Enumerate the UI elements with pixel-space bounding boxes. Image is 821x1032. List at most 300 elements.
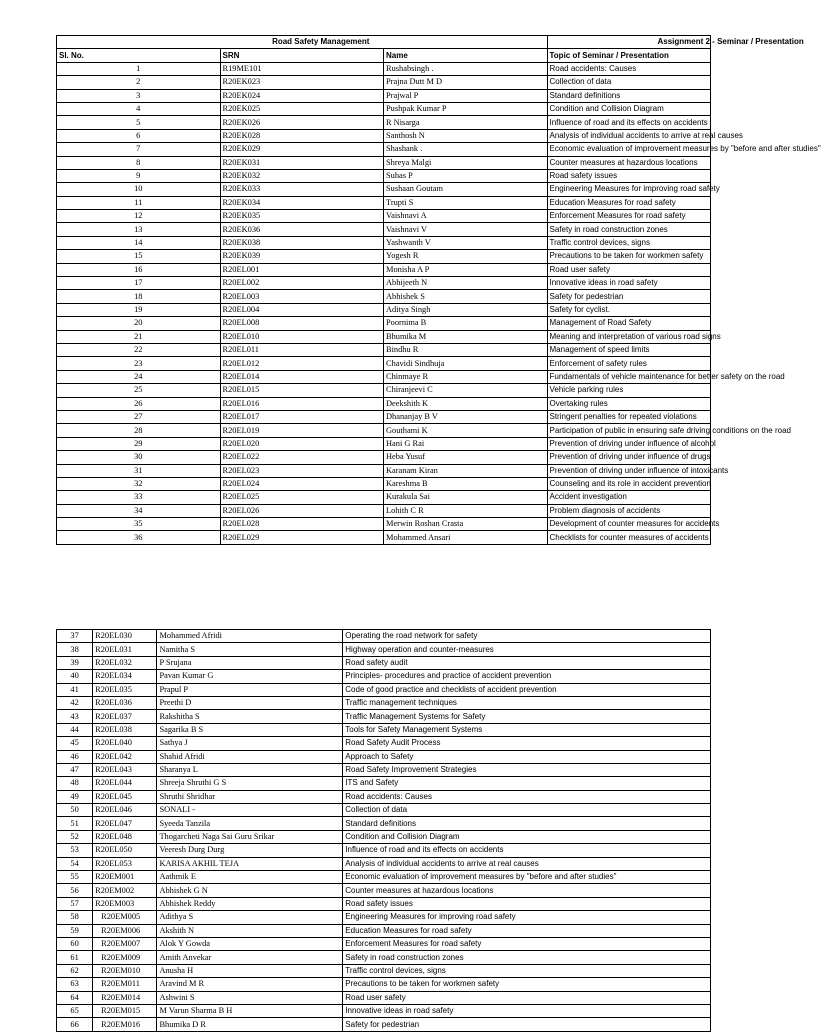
- topic-cell: Overtaking rules: [547, 397, 711, 410]
- srn-cell: R20EL011: [220, 343, 384, 356]
- topic-cell: Prevention of driving under influence of intoxicants: [547, 464, 711, 477]
- srn-cell: R20EL036: [93, 696, 157, 709]
- srn-cell: R20EL024: [220, 477, 384, 490]
- topic-cell: Road Safety Improvement Strategies: [343, 763, 711, 776]
- name-cell: Aditya Singh: [384, 303, 548, 316]
- name-cell: Vaishnavi V: [384, 223, 548, 236]
- table-row: [57, 129, 711, 142]
- sl-no-cell: 65: [57, 1004, 93, 1017]
- srn-cell: R20EL003: [220, 290, 384, 303]
- srn-cell: R20EL043: [93, 763, 157, 776]
- name-cell: Preethi D: [157, 696, 343, 709]
- name-cell: Kurakula Sai: [384, 491, 548, 504]
- topic-cell: Stringent penalties for repeated violations: [547, 410, 711, 423]
- name-cell: Deekshith K: [384, 397, 548, 410]
- name-cell: Sathya J: [157, 737, 343, 750]
- assignment-title: Assignment 2 - Seminar / Presentation: [547, 36, 711, 49]
- name-cell: Monisha A P: [384, 263, 548, 276]
- topic-cell: Education Measures for road safety: [343, 924, 711, 937]
- topic-cell: Road user safety: [343, 991, 711, 1004]
- srn-cell: R20EL044: [93, 777, 157, 790]
- sl-no-cell: 11: [57, 196, 221, 209]
- name-cell: Aathmik E: [157, 871, 343, 884]
- table-row: [57, 763, 711, 776]
- table-row: [57, 857, 711, 870]
- name-cell: P Srujana: [157, 656, 343, 669]
- srn-cell: R20EL026: [220, 504, 384, 517]
- name-cell: Shreya Malgi: [384, 156, 548, 169]
- sl-no-cell: 43: [57, 710, 93, 723]
- table-row: [57, 410, 711, 423]
- topic-cell: Enforcement of safety rules: [547, 357, 711, 370]
- sl-no-cell: 19: [57, 303, 221, 316]
- srn-cell: R20EL025: [220, 491, 384, 504]
- name-cell: Chavidi Sindhuja: [384, 357, 548, 370]
- topic-cell: Principles- procedures and practice of accident prevention: [343, 670, 711, 683]
- col-header-slno: Sl. No.: [57, 49, 221, 62]
- topic-cell: Road user safety: [547, 263, 711, 276]
- col-header-srn: SRN: [220, 49, 384, 62]
- name-cell: Merwin Roshan Crasta: [384, 518, 548, 531]
- topic-cell: Participation of public in ensuring safe driving conditions on the road: [547, 424, 711, 437]
- topic-cell: Precautions to be taken for workmen safety: [547, 250, 711, 263]
- srn-cell: R20EK035: [220, 210, 384, 223]
- srn-cell: R20EL028: [220, 518, 384, 531]
- topic-cell: Engineering Measures for improving road safety: [343, 911, 711, 924]
- topic-cell: Accident investigation: [547, 491, 711, 504]
- topic-cell: Traffic control devices, signs: [547, 236, 711, 249]
- table-row: [57, 236, 711, 249]
- srn-cell: R19ME101: [220, 62, 384, 75]
- table-row: [57, 437, 711, 450]
- sl-no-cell: 13: [57, 223, 221, 236]
- srn-cell: R20EM015: [93, 1004, 157, 1017]
- table-row: [57, 102, 711, 115]
- name-cell: Sagarika B S: [157, 723, 343, 736]
- table-row: [57, 156, 711, 169]
- srn-cell: R20EL012: [220, 357, 384, 370]
- sl-no-cell: 31: [57, 464, 221, 477]
- sl-no-cell: 12: [57, 210, 221, 223]
- topic-cell: Economic evaluation of improvement measures by "before and after studies": [343, 871, 711, 884]
- table-row: [57, 884, 711, 897]
- table-row: [57, 303, 711, 316]
- srn-cell: R20EM010: [93, 964, 157, 977]
- name-cell: Hani G Rai: [384, 437, 548, 450]
- srn-cell: R20EK028: [220, 129, 384, 142]
- topic-cell: Analysis of individual accidents to arrive at real causes: [547, 129, 711, 142]
- table-row: [57, 357, 711, 370]
- name-cell: Yashwanth V: [384, 236, 548, 249]
- table-row: [57, 518, 711, 531]
- srn-cell: R20EL015: [220, 384, 384, 397]
- sl-no-cell: 60: [57, 937, 93, 950]
- topic-cell: Prevention of driving under influence of alcohol: [547, 437, 711, 450]
- table-row: [57, 183, 711, 196]
- srn-cell: R20EL014: [220, 370, 384, 383]
- srn-cell: R20EM006: [93, 924, 157, 937]
- name-cell: Karanam Kiran: [384, 464, 548, 477]
- name-cell: Veeresh Durg Durg: [157, 844, 343, 857]
- table-row: [57, 804, 711, 817]
- sl-no-cell: 36: [57, 531, 221, 544]
- sl-no-cell: 57: [57, 897, 93, 910]
- name-cell: Yogesh R: [384, 250, 548, 263]
- topic-cell: Fundamentals of vehicle maintenance for better safety on the road: [547, 370, 711, 383]
- sl-no-cell: 8: [57, 156, 221, 169]
- sl-no-cell: 56: [57, 884, 93, 897]
- sl-no-cell: 16: [57, 263, 221, 276]
- table-row: [57, 683, 711, 696]
- table-row: [57, 777, 711, 790]
- sl-no-cell: 25: [57, 384, 221, 397]
- srn-cell: R20EL040: [93, 737, 157, 750]
- table-row: [57, 290, 711, 303]
- srn-cell: R20EL010: [220, 330, 384, 343]
- table-row: [57, 750, 711, 763]
- srn-cell: R20EL004: [220, 303, 384, 316]
- sl-no-cell: 41: [57, 683, 93, 696]
- srn-cell: R20EK038: [220, 236, 384, 249]
- table-row: [57, 670, 711, 683]
- sl-no-cell: 23: [57, 357, 221, 370]
- name-cell: Prajwal P: [384, 89, 548, 102]
- sl-no-cell: 27: [57, 410, 221, 423]
- name-cell: Heba Yusuf: [384, 451, 548, 464]
- table-row: [57, 924, 711, 937]
- name-cell: Akshith N: [157, 924, 343, 937]
- name-cell: Dhananjay B V: [384, 410, 548, 423]
- sl-no-cell: 20: [57, 317, 221, 330]
- name-cell: R Nisarga: [384, 116, 548, 129]
- table-row: [57, 937, 711, 950]
- topic-cell: Condition and Collision Diagram: [547, 102, 711, 115]
- sl-no-cell: 47: [57, 763, 93, 776]
- table-row: [57, 62, 711, 75]
- topic-cell: Precautions to be taken for workmen safety: [343, 978, 711, 991]
- name-cell: Chinmaye R: [384, 370, 548, 383]
- sl-no-cell: 10: [57, 183, 221, 196]
- topic-cell: Road safety issues: [343, 897, 711, 910]
- sl-no-cell: 21: [57, 330, 221, 343]
- sl-no-cell: 38: [57, 643, 93, 656]
- sl-no-cell: 33: [57, 491, 221, 504]
- topic-cell: Innovative ideas in road safety: [343, 1004, 711, 1017]
- sl-no-cell: 63: [57, 978, 93, 991]
- sl-no-cell: 26: [57, 397, 221, 410]
- sl-no-cell: 66: [57, 1018, 93, 1031]
- topic-cell: Operating the road network for safety: [343, 630, 711, 643]
- srn-cell: R20EL032: [93, 656, 157, 669]
- table-row: [57, 397, 711, 410]
- table-row: [57, 223, 711, 236]
- sl-no-cell: 39: [57, 656, 93, 669]
- sl-no-cell: 37: [57, 630, 93, 643]
- topic-cell: Influence of road and its effects on accidents: [547, 116, 711, 129]
- sl-no-cell: 48: [57, 777, 93, 790]
- sheet-page-2: [56, 629, 711, 1032]
- sl-no-cell: 30: [57, 451, 221, 464]
- name-cell: Shreeja Shruthi G S: [157, 777, 343, 790]
- topic-cell: Condition and Collision Diagram: [343, 830, 711, 843]
- topic-cell: Management of Road Safety: [547, 317, 711, 330]
- table-row: [57, 210, 711, 223]
- sl-no-cell: 46: [57, 750, 93, 763]
- table-row: [57, 830, 711, 843]
- topic-cell: Prevention of driving under influence of drugs: [547, 451, 711, 464]
- name-cell: Shahid Afridi: [157, 750, 343, 763]
- sl-no-cell: 4: [57, 102, 221, 115]
- srn-cell: R20EL047: [93, 817, 157, 830]
- table-row: [57, 737, 711, 750]
- topic-cell: Road safety issues: [547, 169, 711, 182]
- name-cell: Pavan Kumar G: [157, 670, 343, 683]
- sl-no-cell: 22: [57, 343, 221, 356]
- srn-cell: R20EL053: [93, 857, 157, 870]
- srn-cell: R20EK026: [220, 116, 384, 129]
- topic-cell: Meaning and interpretation of various road signs: [547, 330, 711, 343]
- sl-no-cell: 58: [57, 911, 93, 924]
- sl-no-cell: 44: [57, 723, 93, 736]
- name-cell: Anusha H: [157, 964, 343, 977]
- column-header-row: [57, 49, 711, 62]
- sl-no-cell: 28: [57, 424, 221, 437]
- topic-cell: Innovative ideas in road safety: [547, 277, 711, 290]
- table-row: [57, 897, 711, 910]
- name-cell: Abhishek G N: [157, 884, 343, 897]
- table-row: [57, 477, 711, 490]
- srn-cell: R20EK033: [220, 183, 384, 196]
- table-row: [57, 330, 711, 343]
- sl-no-cell: 53: [57, 844, 93, 857]
- name-cell: Syeeda Tanzila: [157, 817, 343, 830]
- student-table-2: [56, 629, 711, 1032]
- table-row: [57, 370, 711, 383]
- name-cell: Ashwini S: [157, 991, 343, 1004]
- topic-cell: Collection of data: [343, 804, 711, 817]
- sl-no-cell: 3: [57, 89, 221, 102]
- srn-cell: R20EK023: [220, 76, 384, 89]
- topic-cell: Safety for cyclist.: [547, 303, 711, 316]
- name-cell: Aravind M R: [157, 978, 343, 991]
- table-row: [57, 710, 711, 723]
- table-row: [57, 76, 711, 89]
- table-row: [57, 384, 711, 397]
- sl-no-cell: 9: [57, 169, 221, 182]
- table-row: [57, 169, 711, 182]
- name-cell: Shashank .: [384, 143, 548, 156]
- table-row: [57, 424, 711, 437]
- topic-cell: Influence of road and its effects on accidents: [343, 844, 711, 857]
- topic-cell: Road accidents: Causes: [547, 62, 711, 75]
- sl-no-cell: 18: [57, 290, 221, 303]
- course-title: Road Safety Management: [57, 36, 548, 49]
- table-row: [57, 1004, 711, 1017]
- name-cell: Abhishek S: [384, 290, 548, 303]
- sl-no-cell: 5: [57, 116, 221, 129]
- topic-cell: Road Safety Audit Process: [343, 737, 711, 750]
- name-cell: Shruthi Shridhar: [157, 790, 343, 803]
- sl-no-cell: 1: [57, 62, 221, 75]
- table-row: [57, 871, 711, 884]
- srn-cell: R20EK032: [220, 169, 384, 182]
- srn-cell: R20EL030: [93, 630, 157, 643]
- srn-cell: R20EK031: [220, 156, 384, 169]
- srn-cell: R20EL017: [220, 410, 384, 423]
- table-row: [57, 643, 711, 656]
- srn-cell: R20EM003: [93, 897, 157, 910]
- topic-cell: Counter measures at hazardous locations: [343, 884, 711, 897]
- sl-no-cell: 50: [57, 804, 93, 817]
- sl-no-cell: 40: [57, 670, 93, 683]
- name-cell: KARISA AKHIL TEJA: [157, 857, 343, 870]
- table-row: [57, 143, 711, 156]
- srn-cell: R20EL046: [93, 804, 157, 817]
- table-row: [57, 196, 711, 209]
- sl-no-cell: 24: [57, 370, 221, 383]
- table-row: [57, 317, 711, 330]
- topic-cell: Approach to Safety: [343, 750, 711, 763]
- srn-cell: R20EL037: [93, 710, 157, 723]
- name-cell: M Varun Sharma B H: [157, 1004, 343, 1017]
- table-row: [57, 656, 711, 669]
- name-cell: SONALI -: [157, 804, 343, 817]
- srn-cell: R20EL020: [220, 437, 384, 450]
- topic-cell: Vehicle parking rules: [547, 384, 711, 397]
- sl-no-cell: 51: [57, 817, 93, 830]
- srn-cell: R20EM007: [93, 937, 157, 950]
- name-cell: Rushabsingh .: [384, 62, 548, 75]
- sl-no-cell: 17: [57, 277, 221, 290]
- title-row: [57, 36, 711, 49]
- srn-cell: R20EL016: [220, 397, 384, 410]
- sl-no-cell: 35: [57, 518, 221, 531]
- srn-cell: R20EM016: [93, 1018, 157, 1031]
- srn-cell: R20EL029: [220, 531, 384, 544]
- srn-cell: R20EL023: [220, 464, 384, 477]
- col-header-topic: Topic of Seminar / Presentation: [547, 49, 711, 62]
- table-row: [57, 723, 711, 736]
- srn-cell: R20EM014: [93, 991, 157, 1004]
- srn-cell: R20EL019: [220, 424, 384, 437]
- table-row: [57, 89, 711, 102]
- table-row: [57, 1018, 711, 1031]
- topic-cell: Traffic management techniques: [343, 696, 711, 709]
- table-row: [57, 817, 711, 830]
- topic-cell: Standard definitions: [547, 89, 711, 102]
- sl-no-cell: 7: [57, 143, 221, 156]
- sl-no-cell: 6: [57, 129, 221, 142]
- srn-cell: R20EM002: [93, 884, 157, 897]
- srn-cell: R20EK039: [220, 250, 384, 263]
- table-row: [57, 531, 711, 544]
- sl-no-cell: 62: [57, 964, 93, 977]
- srn-cell: R20EL001: [220, 263, 384, 276]
- name-cell: Vaishnavi A: [384, 210, 548, 223]
- name-cell: Kareshma B: [384, 477, 548, 490]
- topic-cell: Engineering Measures for improving road safety: [547, 183, 711, 196]
- topic-cell: Traffic Management Systems for Safety: [343, 710, 711, 723]
- table-row: [57, 630, 711, 643]
- name-cell: Santhosh N: [384, 129, 548, 142]
- table-row: [57, 491, 711, 504]
- name-cell: Prajna Dutt M D: [384, 76, 548, 89]
- name-cell: Pushpak Kumar P: [384, 102, 548, 115]
- name-cell: Trupti S: [384, 196, 548, 209]
- name-cell: Gouthami K: [384, 424, 548, 437]
- topic-cell: Code of good practice and checklists of accident prevention: [343, 683, 711, 696]
- sl-no-cell: 55: [57, 871, 93, 884]
- table-row: [57, 844, 711, 857]
- name-cell: Prapul P: [157, 683, 343, 696]
- name-cell: Amith Anvekar: [157, 951, 343, 964]
- topic-cell: Analysis of individual accidents to arrive at real causes: [343, 857, 711, 870]
- col-header-name: Name: [384, 49, 548, 62]
- topic-cell: Counter measures at hazardous locations: [547, 156, 711, 169]
- sl-no-cell: 15: [57, 250, 221, 263]
- sl-no-cell: 45: [57, 737, 93, 750]
- srn-cell: R20EK029: [220, 143, 384, 156]
- sl-no-cell: 59: [57, 924, 93, 937]
- name-cell: Adithya S: [157, 911, 343, 924]
- table-row: [57, 250, 711, 263]
- srn-cell: R20EK036: [220, 223, 384, 236]
- sl-no-cell: 64: [57, 991, 93, 1004]
- sl-no-cell: 29: [57, 437, 221, 450]
- name-cell: Abhijeeth N: [384, 277, 548, 290]
- sl-no-cell: 32: [57, 477, 221, 490]
- sl-no-cell: 42: [57, 696, 93, 709]
- table-row: [57, 696, 711, 709]
- table-row: [57, 464, 711, 477]
- srn-cell: R20EK034: [220, 196, 384, 209]
- sl-no-cell: 49: [57, 790, 93, 803]
- table-row: [57, 504, 711, 517]
- name-cell: Poornima B: [384, 317, 548, 330]
- name-cell: Mohammed Ansari: [384, 531, 548, 544]
- name-cell: Sushaan Goutam: [384, 183, 548, 196]
- sl-no-cell: 61: [57, 951, 93, 964]
- name-cell: Lohith C R: [384, 504, 548, 517]
- srn-cell: R20EL031: [93, 643, 157, 656]
- srn-cell: R20EL034: [93, 670, 157, 683]
- name-cell: Suhas P: [384, 169, 548, 182]
- table-row: [57, 116, 711, 129]
- srn-cell: R20EL002: [220, 277, 384, 290]
- name-cell: Abhishek Reddy: [157, 897, 343, 910]
- topic-cell: Safety in road construction zones: [547, 223, 711, 236]
- topic-cell: Road accidents: Causes: [343, 790, 711, 803]
- srn-cell: R20EL008: [220, 317, 384, 330]
- name-cell: Bhumika M: [384, 330, 548, 343]
- table-row: [57, 964, 711, 977]
- table-row: [57, 951, 711, 964]
- table-row: [57, 991, 711, 1004]
- topic-cell: Safety in road construction zones: [343, 951, 711, 964]
- table-row: [57, 343, 711, 356]
- student-table-1: [56, 35, 821, 545]
- srn-cell: R20EL050: [93, 844, 157, 857]
- table-row: [57, 277, 711, 290]
- srn-cell: R20EL038: [93, 723, 157, 736]
- table-row: [57, 911, 711, 924]
- topic-cell: Enforcement Measures for road safety: [547, 210, 711, 223]
- topic-cell: Education Measures for road safety: [547, 196, 711, 209]
- sl-no-cell: 52: [57, 830, 93, 843]
- srn-cell: R20EL045: [93, 790, 157, 803]
- srn-cell: R20EM009: [93, 951, 157, 964]
- table-row: [57, 451, 711, 464]
